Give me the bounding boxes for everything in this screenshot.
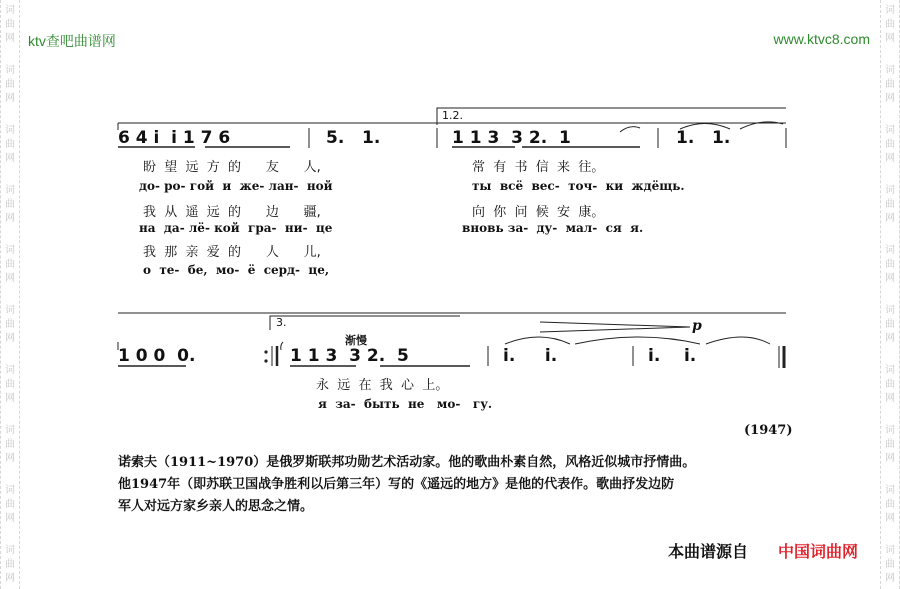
composition-year: (1947) <box>744 423 793 438</box>
slur-1 <box>505 337 570 344</box>
watermark-char: 词 <box>5 485 15 496</box>
russian-v2-part2: вновь за- ду- мал- ся я. <box>462 221 644 235</box>
watermark-char: 网 <box>5 273 15 284</box>
notes-line1-m3: 1 1 3 3 2. 1 <box>452 128 571 148</box>
tempo-marking: 渐慢 <box>345 334 367 347</box>
watermark-char: 词 <box>5 125 15 136</box>
watermark-char: 网 <box>5 573 15 584</box>
watermark-char: 网 <box>885 573 895 584</box>
watermark-char: 词 <box>885 5 895 16</box>
watermark-char: 曲 <box>885 559 895 570</box>
watermark-site-right: www.ktvc8.com <box>773 31 870 47</box>
watermark-char: 曲 <box>5 139 15 150</box>
watermark-char: 曲 <box>885 79 895 90</box>
watermark-char: 曲 <box>5 319 15 330</box>
watermark-char: 网 <box>885 273 895 284</box>
watermark-char: 网 <box>885 33 895 44</box>
watermark-char: 网 <box>885 393 895 404</box>
watermark-char: 曲 <box>885 139 895 150</box>
watermark-char: 网 <box>5 393 15 404</box>
watermark-char: 曲 <box>5 79 15 90</box>
russian-v3-part1: о те- бе, мо- ё серд- це, <box>143 263 330 277</box>
repeat-dot-1 <box>264 350 267 353</box>
watermark-char: 词 <box>5 65 15 76</box>
watermark-char: 曲 <box>885 379 895 390</box>
watermark-char: 网 <box>885 153 895 164</box>
watermark-char: 网 <box>885 333 895 344</box>
start-bracket-3 <box>281 342 283 350</box>
watermark-char: 曲 <box>885 439 895 450</box>
notes-line2-m2: 1 1 3 3 2. 5 <box>290 346 409 366</box>
notes-line1-m4: 1. 1. <box>676 128 731 148</box>
decrescendo-hairpin <box>540 322 690 332</box>
watermark-char: 网 <box>885 213 895 224</box>
watermark-char: 网 <box>885 93 895 104</box>
watermark-char: 词 <box>5 185 15 196</box>
lyric-v3-part1: 我 那 亲 爱 的 人 儿, <box>143 245 321 260</box>
notes-line1-m2: 5. 1. <box>326 128 381 148</box>
watermark-char: 网 <box>885 513 895 524</box>
watermark-char: 曲 <box>5 439 15 450</box>
notes-line2-m3: i. i. <box>503 346 558 366</box>
description-line-3: 军人对远方家乡亲人的思念之情。 <box>118 499 314 514</box>
watermark-char: 词 <box>5 305 15 316</box>
watermark-char: 词 <box>5 365 15 376</box>
watermark-char: 词 <box>885 485 895 496</box>
lyric-v2-part2: 向 你 问 候 安 康。 <box>472 205 605 220</box>
slur-3 <box>706 337 770 344</box>
watermark-char: 曲 <box>5 379 15 390</box>
watermark-char: 网 <box>5 453 15 464</box>
watermark-char: 网 <box>5 513 15 524</box>
watermark-char: 曲 <box>885 259 895 270</box>
watermark-char: 词 <box>885 185 895 196</box>
volta-3-bracket <box>270 316 460 330</box>
watermark-char: 网 <box>5 33 15 44</box>
tie-3 <box>620 127 640 132</box>
watermark-char: 曲 <box>5 559 15 570</box>
russian-line2: я за- быть не мо- гу. <box>318 397 493 411</box>
watermark-char: 网 <box>5 93 15 104</box>
watermark-char: 曲 <box>5 499 15 510</box>
watermark-char: 网 <box>5 213 15 224</box>
dynamic-marking: p <box>692 318 702 334</box>
notes-line1-m1: 6 4 i i 1 7 6 <box>118 128 231 148</box>
lyric-v2-part1: 我 从 遥 远 的 边 疆, <box>143 205 321 220</box>
slur-2 <box>575 337 700 344</box>
russian-v1-part2: ты всё вес- точ- ки ждёщь. <box>472 179 685 193</box>
watermark-char: 曲 <box>885 499 895 510</box>
watermark-char: 词 <box>885 125 895 136</box>
watermark-site-left: ktv查吧曲谱网 <box>28 33 116 49</box>
volta-3-label: 3. <box>276 316 287 329</box>
source-prefix: 本曲谱源自 <box>668 542 749 561</box>
watermark-char: 曲 <box>885 319 895 330</box>
watermark-char: 曲 <box>5 199 15 210</box>
volta-1-bracket <box>437 108 786 125</box>
notes-line2-m4: i. i. <box>648 346 697 366</box>
lyric-v1-part1: 盼 望 远 方 的 友 人, <box>143 160 321 175</box>
volta-1-2-label: 1.2. <box>442 109 463 122</box>
watermark-char: 曲 <box>885 19 895 30</box>
watermark-char: 词 <box>885 65 895 76</box>
watermark-char: 词 <box>5 5 15 16</box>
watermark-char: 曲 <box>5 259 15 270</box>
watermark-char: 网 <box>5 153 15 164</box>
repeat-dot-2 <box>264 359 267 362</box>
lyric-v1-part2: 常 有 书 信 来 往。 <box>472 160 605 175</box>
watermark-char: 词 <box>5 245 15 256</box>
watermark-char: 网 <box>5 333 15 344</box>
description-line-1: 诺索夫（1911~1970）是俄罗斯联邦功勋艺术活动家。他的歌曲朴素自然，风格近似城市抒情曲。 <box>118 455 696 470</box>
watermark-char: 网 <box>885 453 895 464</box>
notes-line2-m1: 1 0 0 0. <box>118 346 196 366</box>
watermark-char: 词 <box>5 425 15 436</box>
russian-v1-part1: до- ро- гой и же- лан- ной <box>139 179 333 193</box>
source-site-link[interactable]: 中国词曲网 <box>778 542 859 561</box>
watermark-char: 词 <box>885 305 895 316</box>
watermark-char: 词 <box>885 365 895 376</box>
russian-v2-part1: на да- лё- кой гра- ни- це <box>139 221 333 235</box>
watermark-char: 词 <box>885 425 895 436</box>
watermark-char: 曲 <box>5 19 15 30</box>
watermark-char: 词 <box>5 545 15 556</box>
lyric-line2: 永 远 在 我 心 上。 <box>316 378 449 393</box>
watermark-char: 词 <box>885 545 895 556</box>
watermark-char: 曲 <box>885 199 895 210</box>
description-line-2: 他1947年（即苏联卫国战争胜利以后第三年）写的《遥远的地方》是他的代表作。歌曲抒发边防 <box>118 477 675 492</box>
watermark-char: 词 <box>885 245 895 256</box>
